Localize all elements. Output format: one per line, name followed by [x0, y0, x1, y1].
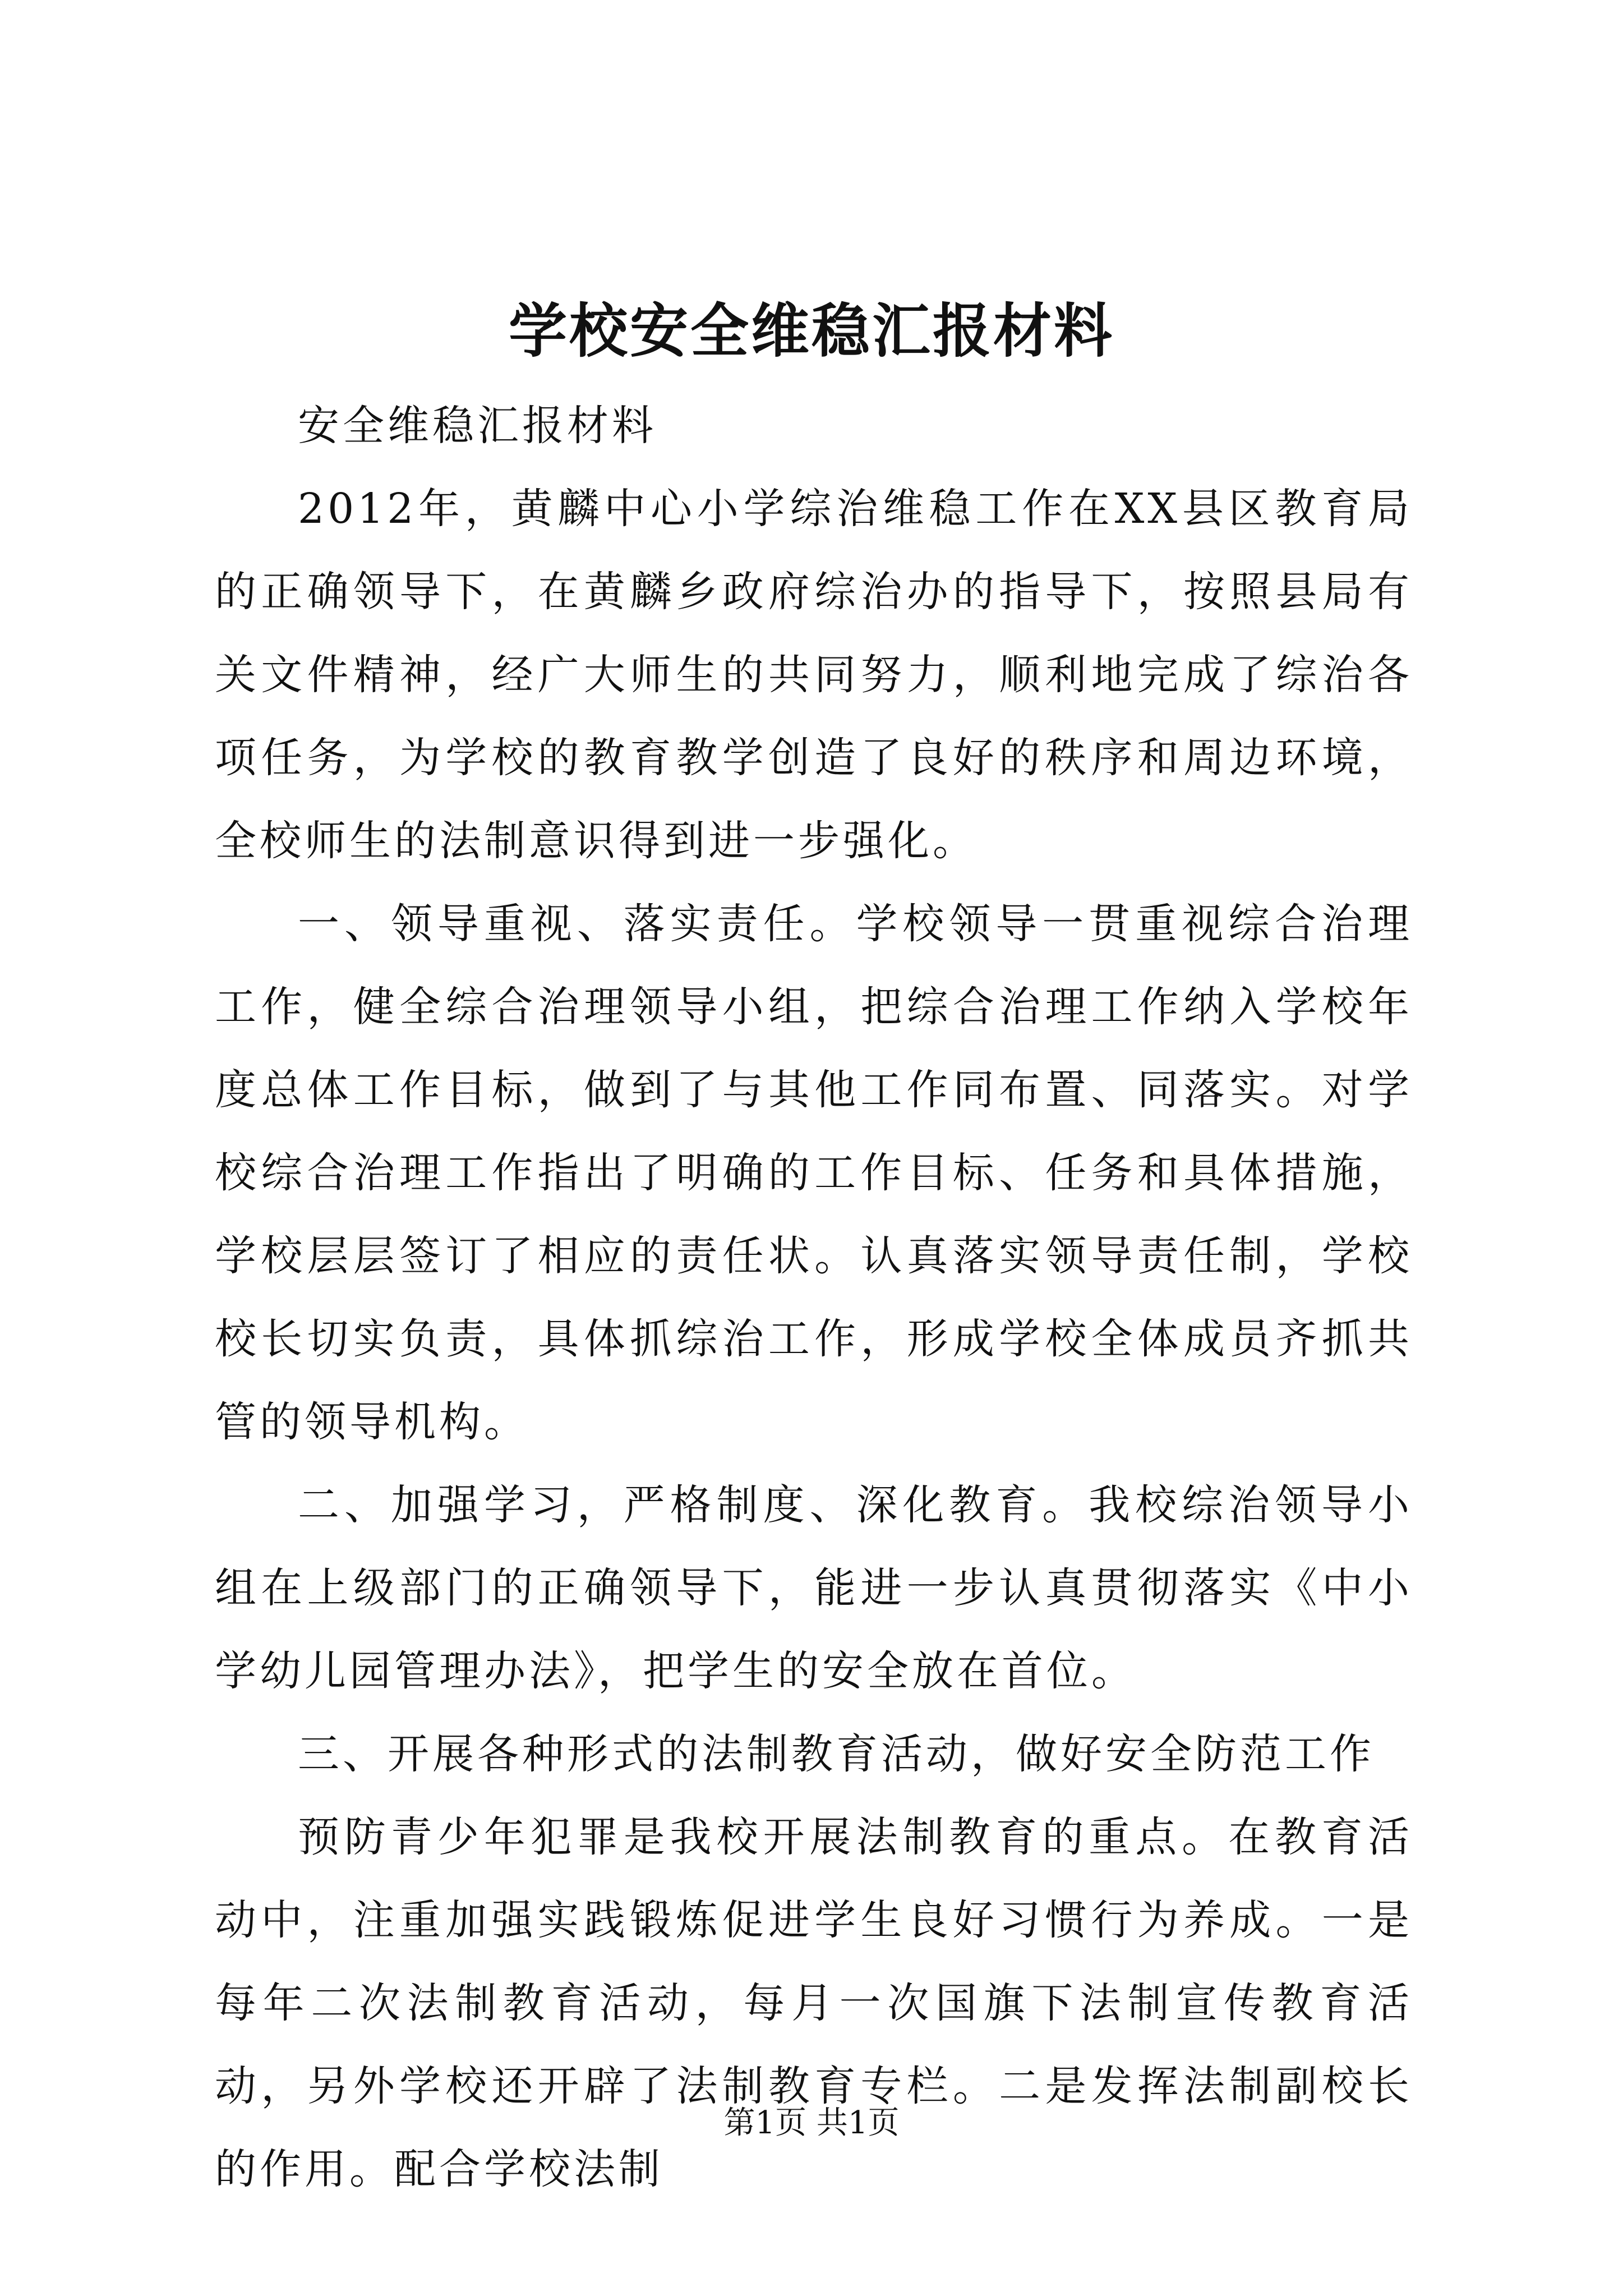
paragraph-section-3-body: 预防青少年犯罪是我校开展法制教育的重点。在教育活动中，注重加强实践锻炼促进学生良好习惯行为养成。一是每年二次法制教育活动，每月一次国旗下法制宣传教育活动，另外学校还开辟了法制教育专栏。二是发挥法制副校长的作用。配合学校法制	[215, 1813, 1413, 2193]
paragraph-subtitle: 安全维稳汇报材料	[298, 402, 657, 450]
paragraph-section-3-heading: 三、开展各种形式的法制教育活动，做好安全防范工作	[298, 1730, 1375, 1778]
document-body	[215, 384, 1413, 2211]
document-title: 学校安全维稳汇报材料	[508, 296, 1114, 365]
paragraph-intro: 2012年，黄麟中心小学综治维稳工作在XX县区教育局的正确领导下，在黄麟乡政府综治办的指导下，按照县局有关文件精神，经广大师生的共同努力，顺利地完成了综治各项任务，为学校的教育教学创造了良好的秩序和周边环境，全校师生的法制意识得到进一步强化。	[215, 485, 1413, 865]
paragraph-section-2: 二、加强学习，严格制度、深化教育。我校综治领导小组在上级部门的正确领导下，能进一步认真贯彻落实《中小学幼儿园管理办法》，把学生的安全放在首位。	[215, 1481, 1413, 1695]
paragraph-section-1: 一、领导重视、落实责任。学校领导一贯重视综合治理工作，健全综合治理领导小组，把综合治理工作纳入学校年度总体工作目标，做到了与其他工作同布置、同落实。对学校综合治理工作指出了明确的工作目标、任务和具体措施，学校层层签订了相应的责任状。认真落实领导责任制，学校校长切实负责，具体抓综治工作，形成学校全体成员齐抓共管的领导机构。	[215, 900, 1413, 1446]
page-footer: 第1页 共1页	[723, 2105, 900, 2141]
